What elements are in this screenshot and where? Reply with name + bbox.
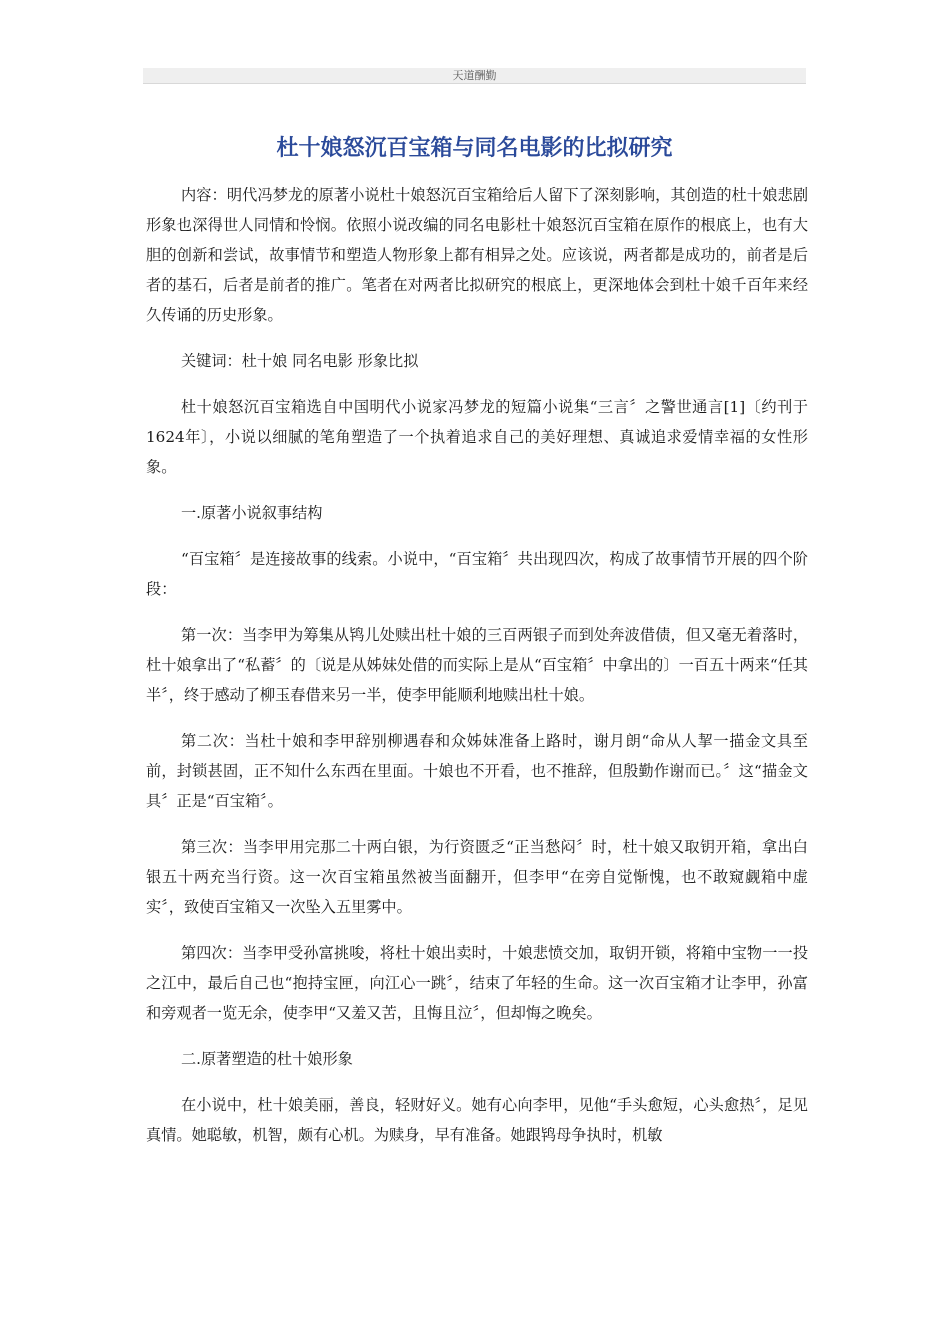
document-title: 杜十娘怒沉百宝箱与同名电影的比拟研究	[276, 136, 673, 161]
page-header	[143, 68, 806, 84]
body-paragraph: 第四次：当李甲受孙富挑唆，将杜十娘出卖时，十娘悲愤交加，取钥开锁，将箱中宝物一一投之江中，最后自己也“抱持宝匣，向江心一跳〞，结束了年轻的生命。这一次百宝箱才让李甲，孙富和旁观者一览无余，使李甲“又羞又苦，且悔且泣〞，但却悔之晚矣。	[146, 944, 808, 1022]
body-paragraph: “百宝箱〞是连接故事的线索。小说中，“百宝箱〞共出现四次，构成了故事情节开展的四个阶段：	[146, 550, 808, 598]
header-text: 天道酬勤	[452, 69, 497, 82]
document-body	[146, 180, 808, 1166]
section-heading-1: 一.原著小说叙事结构	[180, 504, 323, 522]
abstract-paragraph: 内容：明代冯梦龙的原著小说杜十娘怒沉百宝箱给后人留下了深刻影响，其创造的杜十娘悲剧形象也深得世人同情和怜悯。依照小说改编的同名电影杜十娘怒沉百宝箱在原作的根底上，也有大胆的创新和尝试，故事情节和塑造人物形象上都有相异之处。应该说，两者都是成功的，前者是后者的基石，后者是前者的推广。笔者在对两者比拟研究的根底上，更深地体会到杜十娘千百年来经久传诵的历史形象。	[146, 186, 808, 324]
body-paragraph: 在小说中，杜十娘美丽，善良，轻财好义。她有心向李甲，见他“手头愈短，心头愈热〞，足见真情。她聪敏，机智，颇有心机。为赎身，早有准备。她跟鸨母争执时，机敏	[146, 1096, 808, 1144]
body-paragraph: 第三次：当李甲用完那二十两白银，为行资匮乏“正当愁闷〞时，杜十娘又取钥开箱，拿出白银五十两充当行资。这一次百宝箱虽然被当面翻开，但李甲“在旁自觉惭愧，也不敢窥觑箱中虚实〞，致使百宝箱又一次坠入五里雾中。	[146, 838, 808, 916]
intro-paragraph: 杜十娘怒沉百宝箱选自中国明代小说家冯梦龙的短篇小说集“三言〞之警世通言[1]〔约刊于1624年〕，小说以细腻的笔角塑造了一个执着追求自己的美好理想、真诚追求爱情幸福的女性形象。	[146, 398, 808, 476]
section-heading-2: 二.原著塑造的杜十娘形象	[180, 1050, 353, 1068]
keywords-paragraph: 关键词：杜十娘 同名电影 形象比拟	[180, 352, 419, 370]
body-paragraph: 第一次：当李甲为筹集从鸨儿处赎出杜十娘的三百两银子而到处奔波借债，但又毫无着落时，杜十娘拿出了“私蓄〞的〔说是从姊妹处借的而实际上是从“百宝箱〞中拿出的〕一百五十两来“任其半〞，终于感动了柳玉春借来另一半，使李甲能顺利地赎出杜十娘。	[146, 626, 808, 704]
body-paragraph: 第二次：当杜十娘和李甲辞别柳遇春和众姊妹准备上路时，谢月朗“命从人挈一描金文具至前，封锁甚固，正不知什么东西在里面。十娘也不开看，也不推辞，但殷勤作谢而已。〞这“描金文具〞正是“百宝箱〞。	[146, 732, 808, 810]
